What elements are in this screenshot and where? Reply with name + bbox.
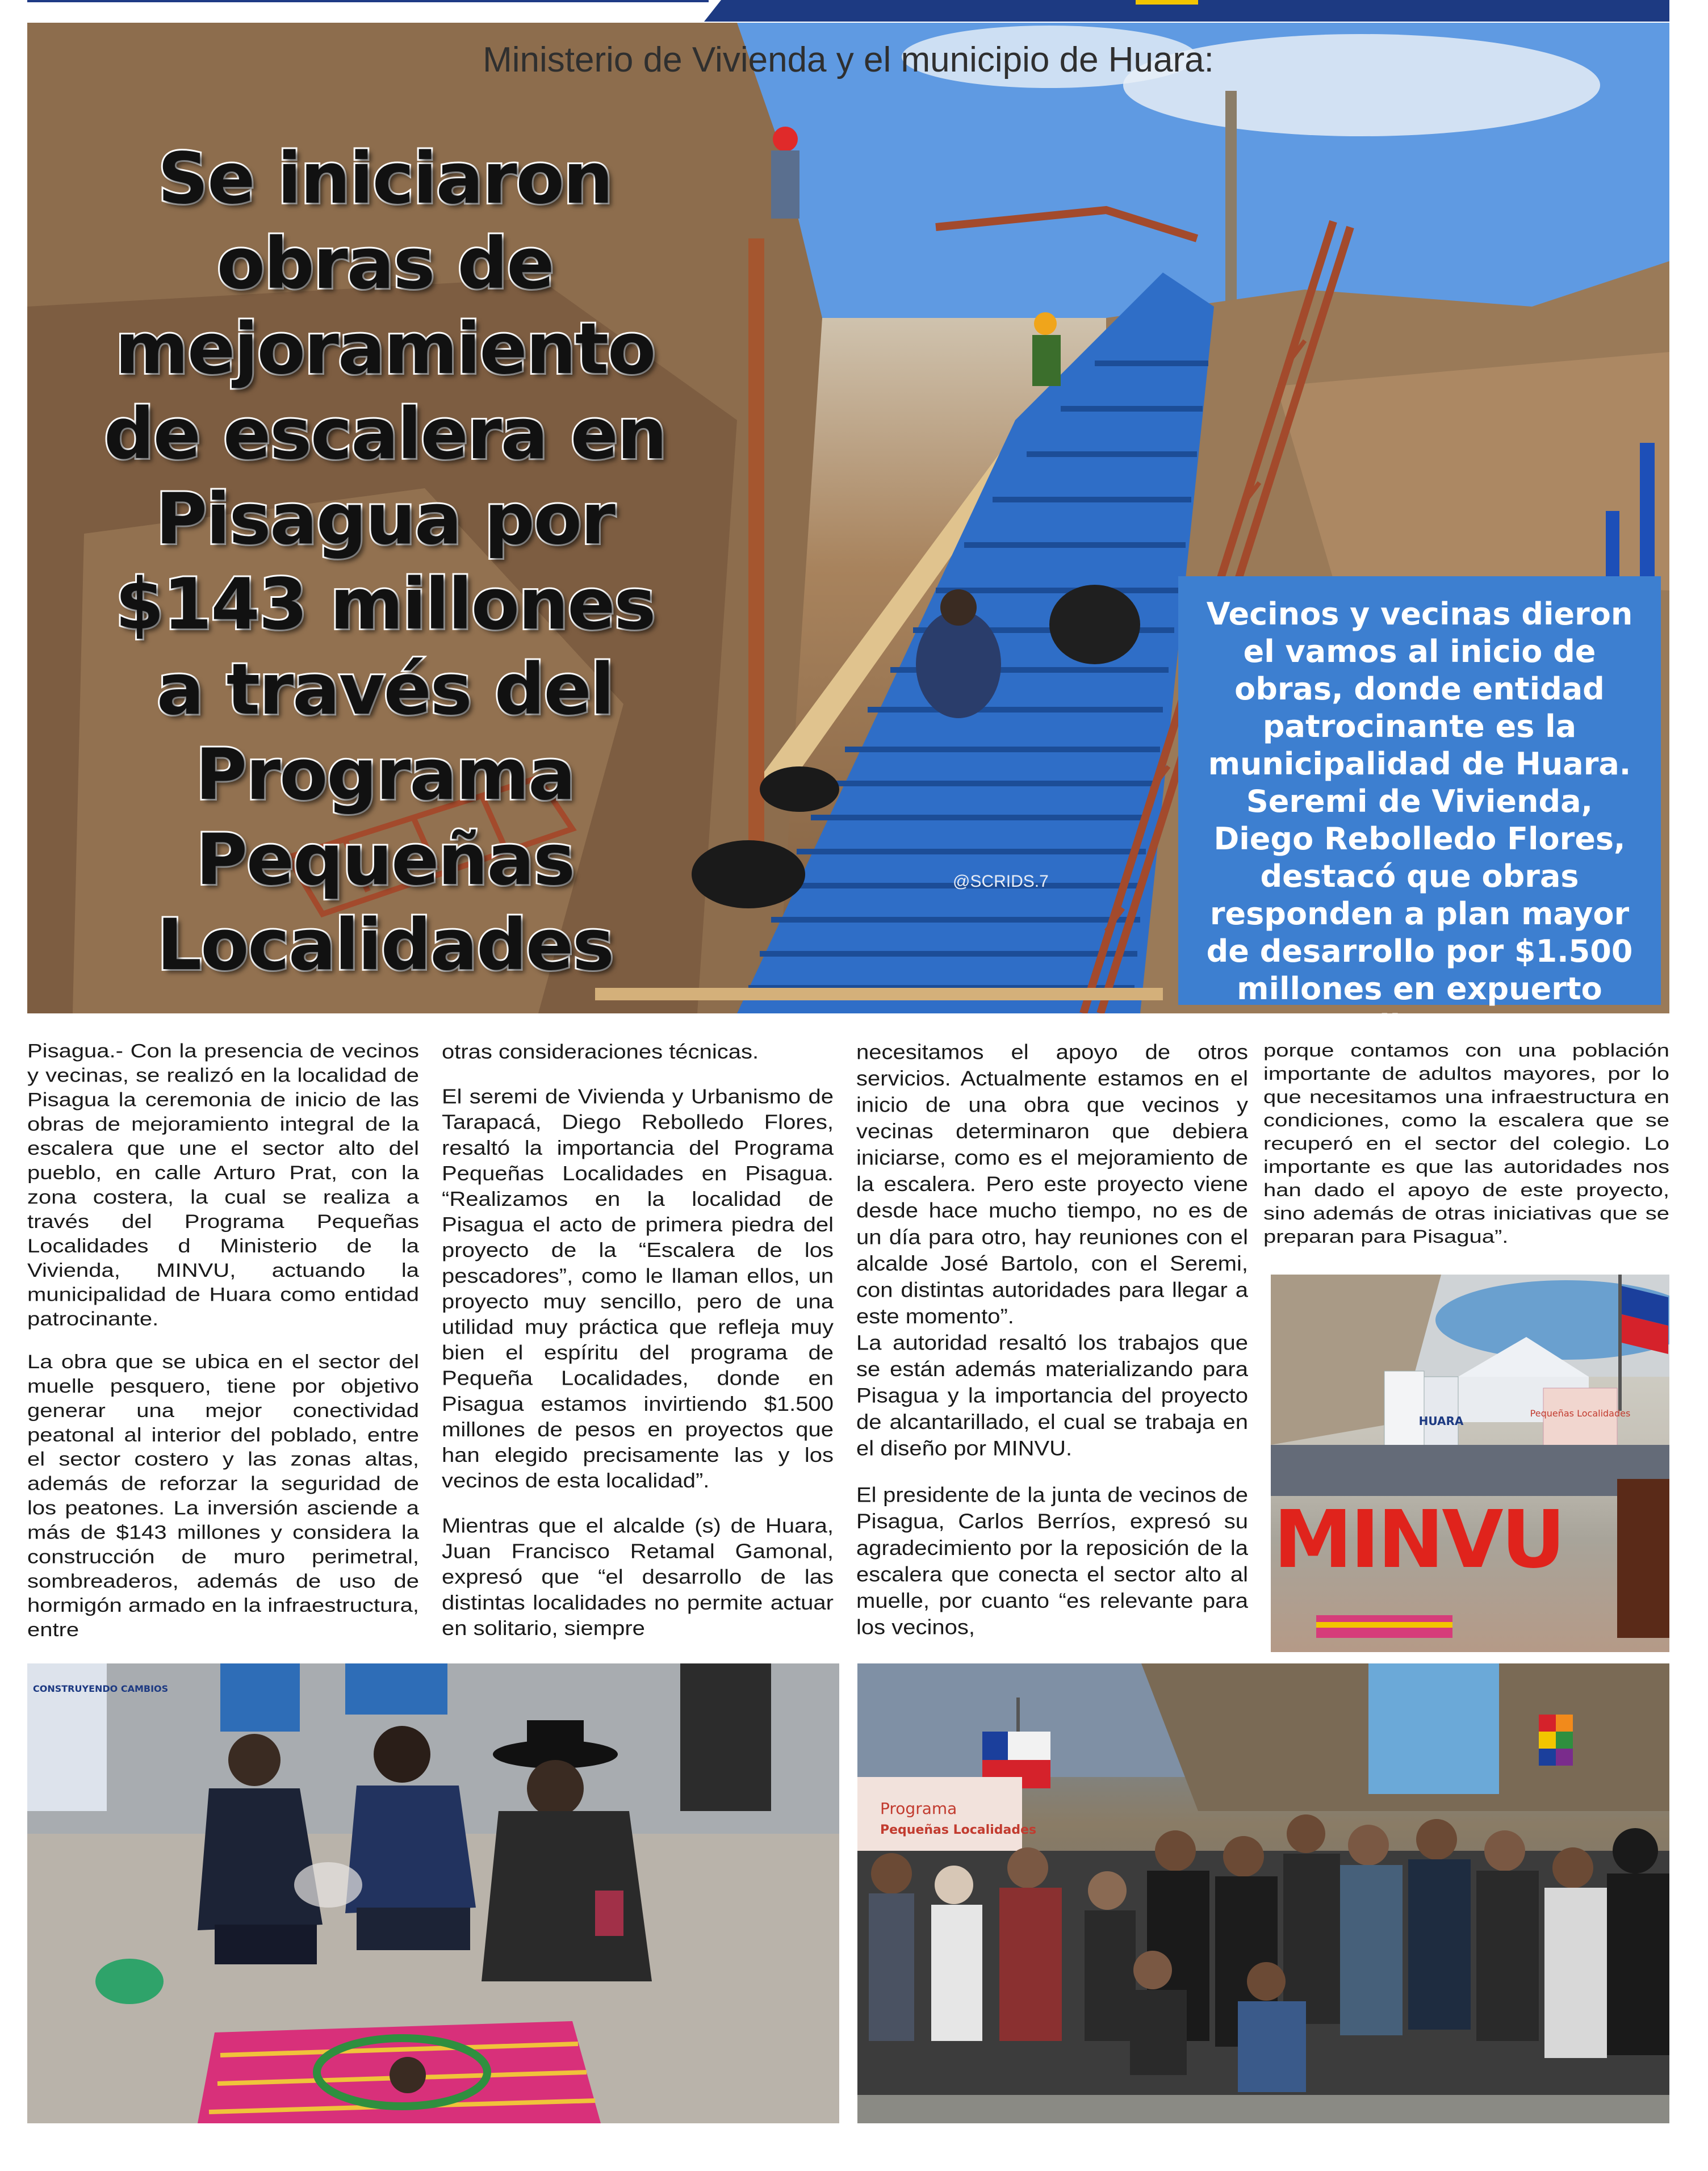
headline-line: obras de — [216, 223, 554, 305]
banner-line-1: Programa — [880, 1799, 957, 1818]
article-column-3 — [856, 1039, 1248, 1661]
headline-line: Localidades — [157, 904, 613, 986]
kicker: Ministerio de Vivienda y el municipio de Huara: — [483, 40, 1214, 79]
article-column-4 — [1263, 1039, 1669, 1266]
headline — [73, 136, 697, 988]
headline-line: $143 millones — [115, 564, 655, 646]
banner-text: CONSTRUYENDO CAMBIOS — [33, 1683, 169, 1694]
paragraph: La obra que se ubica en el sector del muelle pesquero, tiene por objetivo generar una mejor conectividad peatonal al interior del poblado, entre el sector costero y las zonas altas, además de reforzar la seguridad de los peatones. La inversión asciende a más de $143 millones y considera la construcción de muro perimetral, sombreaderos, además de uso de hormigón armado en la infraestructura, entre — [27, 1351, 419, 1641]
minvu-letters: MINVU — [1273, 1494, 1564, 1586]
headline-line: a través del — [156, 649, 614, 731]
headline-line: Pisagua por — [156, 479, 614, 560]
article-column-2 — [442, 1039, 834, 1661]
group-photo — [857, 1663, 1669, 2123]
crowd-figures — [857, 1814, 1669, 2123]
headline-line: de escalera en — [103, 393, 667, 475]
masthead-rule — [27, 0, 709, 2]
paragraph: porque contamos con una población importante de adultos mayores, por lo que necesitamos una infraestructura en condiciones, como la escalera que se recuperó en el sector del colegio. Lo importante es que las autoridades nos han dado el apoyo de este proyecto, sino además de otras iniciativas que se preparan para Pisagua”. — [1263, 1040, 1669, 1247]
group-illustration — [857, 1663, 1669, 2123]
ceremony-photo — [27, 1663, 839, 2123]
stair-watermark: @SCRIDS.7 — [953, 872, 1049, 891]
masthead-accent — [1136, 0, 1198, 5]
huara-banner-text: HUARA — [1418, 1414, 1464, 1428]
ceremony-illustration — [27, 1663, 839, 2123]
minvu-illustration — [1271, 1275, 1669, 1652]
article-column-1 — [27, 1039, 419, 1661]
banner-line-2: Pequeñas Localidades — [880, 1823, 1037, 1837]
headline-line: Programa — [195, 734, 575, 816]
minvu-sign-photo — [1271, 1275, 1669, 1652]
panel-text: Pequeñas Localidades — [1530, 1408, 1631, 1419]
paragraph: otras consideraciones técnicas. — [442, 1040, 759, 1063]
paragraph: Pisagua.- Con la presencia de vecinos y vecinas, se realizó en la localidad de Pisagua la ceremonia de inicio de las obras de mejoramiento integral de la escalera que une el sector alto del pueblo, en calle Arturo Prat, con la zona costera, la cual se realiza a través del Programa Pequeñas Localidades d Ministerio de la Vivienda, MINVU, actuando la municipalidad de Huara como entidad patrocinante. — [27, 1040, 419, 1330]
paragraph: necesitamos el apoyo de otros servicios. Actualmente estamos en el inicio de una obra que vecinos y vecinas determinaron que debiera iniciarse, como es el mejoramiento de la escalera. Pero este proyecto viene desde hace mucho tiempo, no es de un día para otro, hay reuniones con el alcalde José Bartolo, con el Seremi, con distintas autoridades para llegar a este momento”. La autoridad resaltó los trabajos que se están además materializando para Pisagua y la importancia del proyecto de alcantarillado, el cual se trabaja en el diseño por MINVU. — [856, 1040, 1248, 1461]
deck-summary: Vecinos y vecinas dieron el vamos al inicio de obras, donde entidad patrocinante es la municipalidad de Huara. Seremi de Vivienda, Diego Rebolledo Flores, destacó que obras responden a plan mayor de desarrollo por $1.500 millones en expuerto salitrero. — [1178, 576, 1661, 1005]
paragraph: Mientras que el alcalde (s) de Huara, Juan Francisco Retamal Gamonal, expresó que “el desarrollo de las distintas localidades no permite actuar en solitario, siempre — [442, 1514, 834, 1640]
headline-line: mejoramiento — [115, 308, 655, 390]
paragraph: El seremi de Vivienda y Urbanismo de Tarapacá, Diego Rebolledo Flores, resaltó la importancia del Programa Pequeñas Localidades en Pisagua. “Realizamos en la localidad de Pisagua el acto de primera piedra del proyecto de la “Escalera de los pescadores”, como le llaman ellos, un proyecto muy sencillo, pero de una utilidad muy práctica que refleja muy bien el espíritu del programa de Pequeña Localidades, donde en Pisagua estamos invirtiendo $1.500 millones de pesos en proyectos que han elegido precisamente las y los vecinos de esta localidad”. — [442, 1086, 834, 1493]
masthead-strip — [0, 0, 1708, 23]
paragraph: El presidente de la junta de vecinos de Pisagua, Carlos Berríos, expresó su agradecimiento por la reposición de la escalera que conecta el sector alto al muelle, por cuanto “es relevante para los vecinos, — [856, 1483, 1248, 1639]
headline-line: Se iniciaron — [157, 138, 613, 220]
headline-line: Pequeñas — [196, 819, 574, 901]
